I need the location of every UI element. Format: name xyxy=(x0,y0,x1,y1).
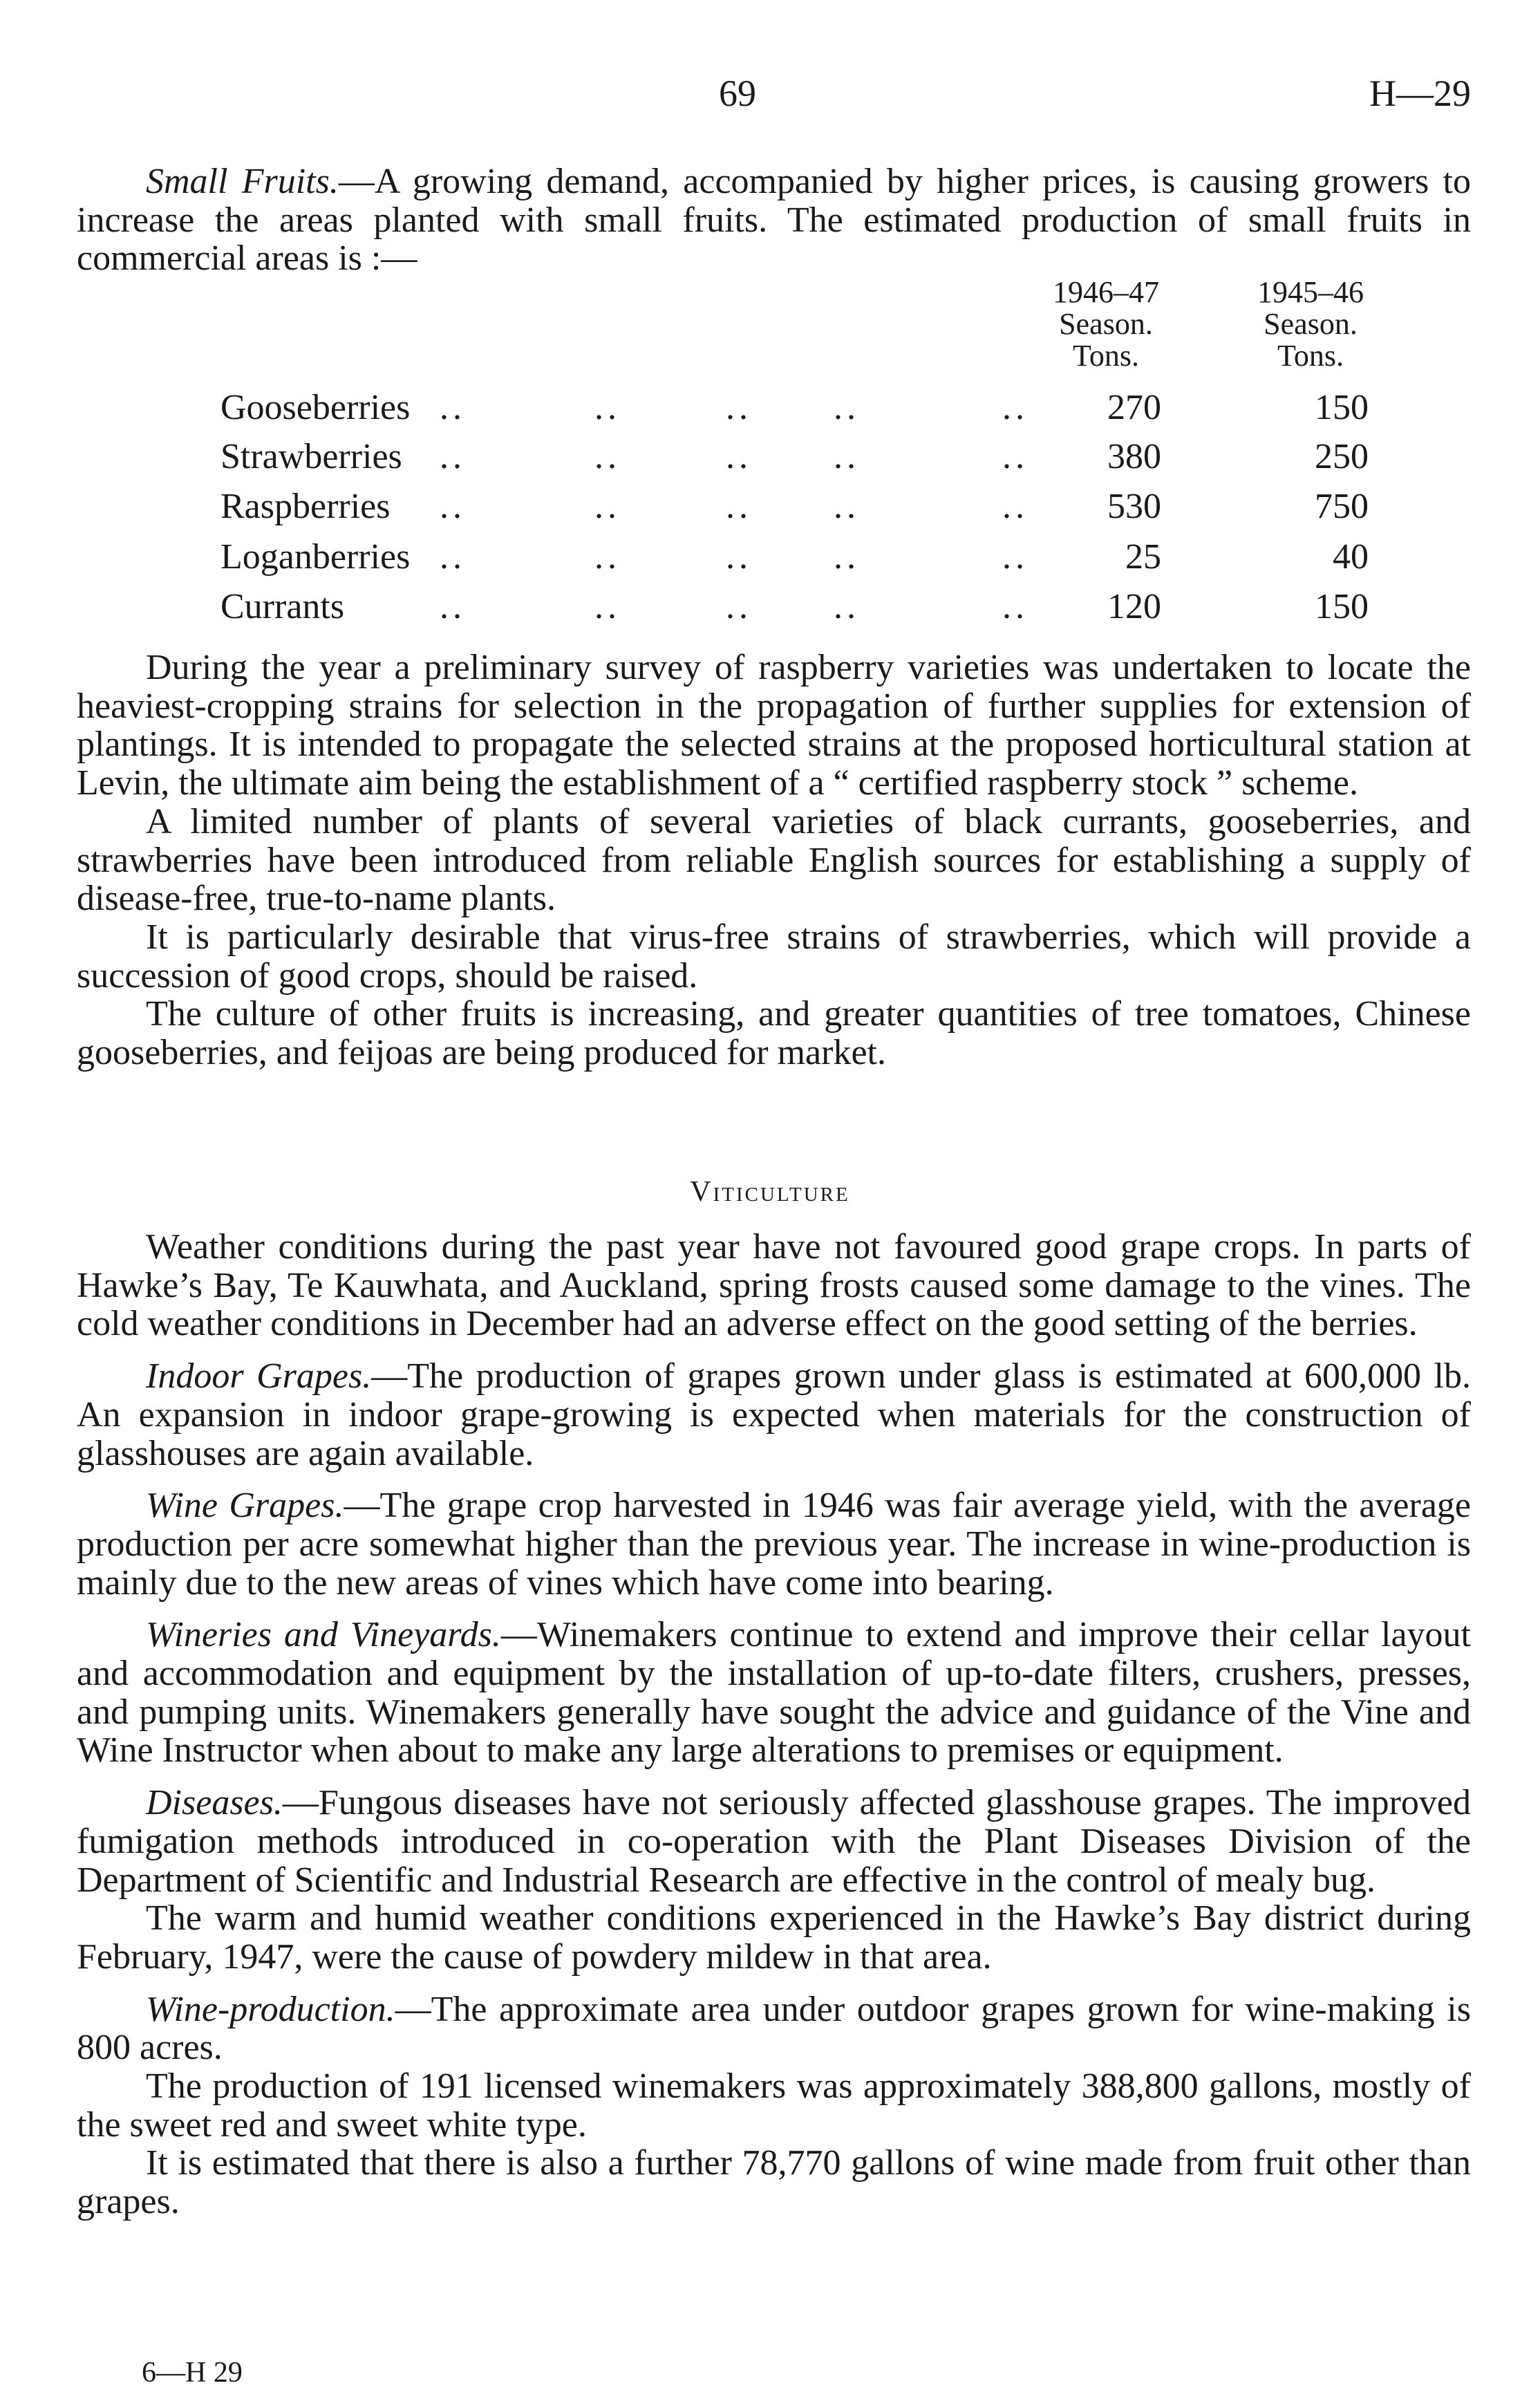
column-season: Season. xyxy=(1264,307,1358,341)
value-1946-47: 120 xyxy=(1107,587,1161,626)
paragraph-text: The culture of other fruits is increasing, and greater quantities of tree tomatoes, Chinese gooseberries, and feijoas are being produced for market. xyxy=(77,994,1471,1073)
value-1945-46: 250 xyxy=(1315,437,1369,476)
value-1945-46: 750 xyxy=(1315,487,1369,526)
dot-leader: .. xyxy=(1002,437,1029,476)
section-lead: Indoor Grapes. xyxy=(146,1356,372,1397)
dot-leader: .. xyxy=(440,487,466,526)
paragraph-text: During the year a preliminary survey of raspberry varieties was undertaken to locate the heaviest-cropping strains for selection in the propagation of further supplies for extension of plantings. It is intended to propagate the selected strains at the proposed horticultural station at Levin, the ultimate aim being the establishment of a “ certified raspberry stock ” scheme. xyxy=(77,648,1471,803)
value-1945-46: 150 xyxy=(1315,388,1369,427)
viticulture-body xyxy=(77,1228,1471,2221)
subsection-paragraph xyxy=(77,1990,1471,2067)
row-label: Currants xyxy=(220,587,345,626)
column-season: Season. xyxy=(1059,307,1153,341)
document-reference: H—29 xyxy=(1369,73,1471,114)
dot-leader: .. xyxy=(834,437,860,476)
dot-leader: .. xyxy=(1002,487,1029,526)
section-heading-viticulture: Viticulture xyxy=(690,1176,850,1208)
section-lead: Diseases. xyxy=(146,1783,283,1823)
table-row xyxy=(0,387,1540,429)
paragraph-text: —The production of grapes grown under glass is estimated at 600,000 lb. An expansion in indoor grape-growing is expected when materials for the construction of glasshouses are again available. xyxy=(77,1356,1471,1473)
value-1946-47: 270 xyxy=(1107,388,1161,427)
subsection-paragraph xyxy=(77,1486,1471,1602)
dot-leader: .. xyxy=(440,388,466,427)
column-unit: Tons. xyxy=(1073,339,1139,373)
column-header-1945-46 xyxy=(1228,277,1393,372)
dot-leader: .. xyxy=(726,537,752,577)
row-label: Gooseberries xyxy=(220,388,411,427)
dot-leader: .. xyxy=(440,537,466,577)
paragraph-text: A limited number of plants of several varieties of black currants, gooseberries, and strawberries have been introduced from reliable English sources for establishing a supply of disease-free, true-to-name plants. xyxy=(77,801,1471,919)
subsection-paragraph xyxy=(77,1616,1471,1770)
value-1946-47: 530 xyxy=(1107,487,1161,526)
table-row xyxy=(0,536,1540,578)
table-row xyxy=(0,586,1540,628)
section-lead: Wineries and Vineyards. xyxy=(146,1615,501,1655)
value-1945-46: 40 xyxy=(1333,537,1369,577)
table-row xyxy=(0,486,1540,528)
dot-leader: .. xyxy=(834,537,860,577)
dot-leader: .. xyxy=(594,587,621,626)
column-unit: Tons. xyxy=(1277,339,1344,373)
dot-leader: .. xyxy=(726,437,752,476)
value-1946-47: 25 xyxy=(1125,537,1161,577)
dot-leader: .. xyxy=(594,487,621,526)
dot-leader: .. xyxy=(1002,388,1029,427)
dot-leader: .. xyxy=(594,437,621,476)
dot-leader: .. xyxy=(1002,587,1029,626)
small-fruits-intro xyxy=(77,162,1471,278)
dot-leader: .. xyxy=(440,587,466,626)
section-lead: Wine-production. xyxy=(146,1989,395,2029)
dot-leader: .. xyxy=(726,388,752,427)
paragraph-text: The production of 191 licensed winemakers was approximately 388,800 gallons, mostly of the sweet red and sweet white type. xyxy=(77,2066,1471,2145)
subsection-paragraph xyxy=(77,1357,1471,1473)
paragraph-text: —Fungous diseases have not seriously affected glasshouse grapes. The improved fumigation methods introduced in co-operation with the Plant Diseases Division of the Department of Scientific and Industrial Research are effective in the control of mealy bug. xyxy=(77,1783,1471,1900)
dot-leader: .. xyxy=(726,487,752,526)
subsection-paragraph xyxy=(77,1784,1471,1899)
paragraph-text: —A growing demand, accompanied by higher prices, is causing growers to increase the areas planted with small fruits. The estimated production of small fruits in commercial areas is :— xyxy=(77,162,1471,279)
dot-leader: .. xyxy=(594,388,621,427)
paragraph-text: The warm and humid weather conditions experienced in the Hawke’s Bay district during February, 1947, were the cause of powdery mildew in that area. xyxy=(77,1898,1471,1977)
value-1946-47: 380 xyxy=(1107,437,1161,476)
dot-leader: .. xyxy=(1002,537,1029,577)
dot-leader: .. xyxy=(834,587,860,626)
row-label: Strawberries xyxy=(220,437,402,476)
paragraph-text: —The approximate area under outdoor grapes grown for wine-making is 800 acres. xyxy=(77,1989,1471,2068)
dot-leader: .. xyxy=(594,537,621,577)
dot-leader: .. xyxy=(834,487,860,526)
paragraph-text: It is particularly desirable that virus-free strains of strawberries, which will provide a succession of good crops, should be raised. xyxy=(77,917,1471,996)
dot-leader: .. xyxy=(440,437,466,476)
dot-leader: .. xyxy=(834,388,860,427)
paragraph-text: —Winemakers continue to extend and improve their cellar layout and accommodation and equipment by the installation of up-to-date filters, crushers, presses, and pumping units. Winemakers generally have sought the advice and guidance of the Vine and Wine Instructor when about to make any large alterations to premises or equipment. xyxy=(77,1615,1472,1771)
column-year: 1945–46 xyxy=(1257,275,1364,309)
section-lead: Small Fruits. xyxy=(146,162,339,201)
column-header-1946-47 xyxy=(1023,277,1189,372)
dot-leader: .. xyxy=(726,587,752,626)
page-number: 69 xyxy=(719,73,756,114)
paragraph-text: Weather conditions during the past year have not favoured good grape crops. In parts of Hawke’s Bay, Te Kauwhata, and Auckland, spring frosts caused some damage to the vines. The cold weather conditions in December had an adverse effect on the good setting of the berries. xyxy=(77,1227,1471,1344)
small-fruits-paragraphs xyxy=(77,648,1471,1072)
column-year: 1946–47 xyxy=(1053,275,1159,309)
paragraph-text: —The grape crop harvested in 1946 was fair average yield, with the average production per acre somewhat higher than the previous year. The increase in wine-production is mainly due to the new areas of vines which have come into bearing. xyxy=(77,1486,1471,1603)
section-lead: Wine Grapes. xyxy=(146,1486,344,1526)
paragraph-text: It is estimated that there is also a further 78,770 gallons of wine made from fruit other than grapes. xyxy=(77,2143,1471,2222)
row-label: Loganberries xyxy=(220,537,411,577)
table-row xyxy=(0,436,1540,478)
row-label: Raspberries xyxy=(220,487,391,526)
value-1945-46: 150 xyxy=(1315,587,1369,626)
footer-signature: 6—H 29 xyxy=(142,2357,243,2389)
